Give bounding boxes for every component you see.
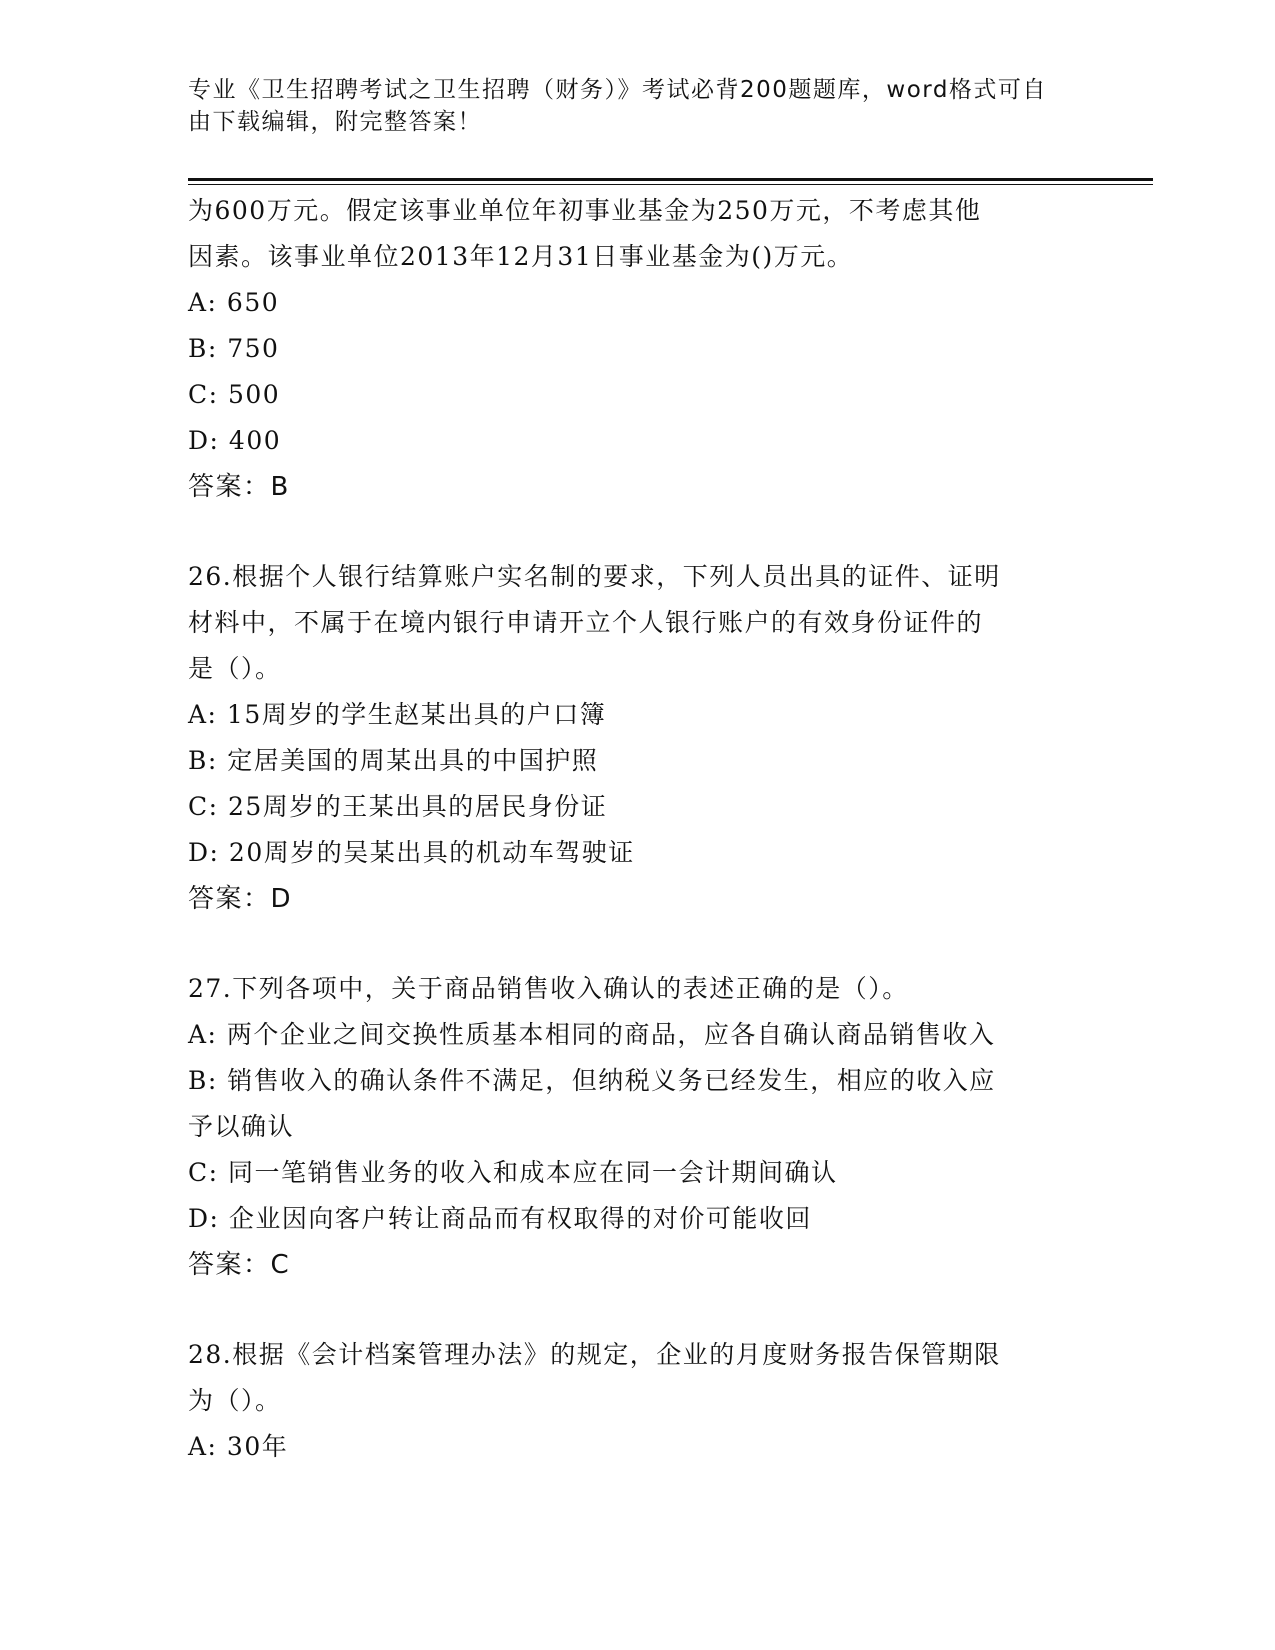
question-stem-line: 为（）。 [188, 1386, 282, 1415]
option-b: B: 750 [188, 334, 280, 363]
option-d: D: 400 [188, 426, 282, 455]
header-line: 由下载编辑，附完整答案！ [188, 109, 482, 135]
option-c: C: 25周岁的王某出具的居民身份证 [188, 792, 608, 821]
page-header [188, 74, 1068, 138]
question-stem-line: 材料中，不属于在境内银行申请开立个人银行账户的有效身份证件的 [188, 608, 984, 637]
question-stem-line: 因素。该事业单位2013年12月31日事业基金为()万元。 [188, 242, 854, 271]
question-stem-line: 是（）。 [188, 654, 282, 683]
option-c: C: 500 [188, 380, 281, 409]
question-26 [188, 554, 1088, 922]
option-d: D: 企业因向客户转让商品而有权取得的对价可能收回 [188, 1204, 812, 1233]
question-25-continued [188, 188, 1088, 510]
question-stem-line: 28.根据《会计档案管理办法》的规定，企业的月度财务报告保管期限 [188, 1340, 1001, 1369]
answer-label: 答案：C [188, 1250, 291, 1280]
answer-label: 答案：D [188, 884, 293, 914]
question-28 [188, 1332, 1088, 1470]
option-b: B: 定居美国的周某出具的中国护照 [188, 746, 599, 775]
option-c: C: 同一笔销售业务的收入和成本应在同一会计期间确认 [188, 1158, 838, 1187]
option-b: B: 销售收入的确认条件不满足，但纳税义务已经发生，相应的收入应 [188, 1066, 996, 1095]
option-a: A: 15周岁的学生赵某出具的户口簿 [188, 700, 607, 729]
question-stem-line: 为600万元。假定该事业单位年初事业基金为250万元，不考虑其他 [188, 196, 982, 225]
option-a: A: 650 [188, 288, 280, 317]
question-stem-line: 27.下列各项中，关于商品销售收入确认的表述正确的是（）。 [188, 974, 909, 1003]
spacer [188, 1288, 1088, 1332]
header-line: 专业《卫生招聘考试之卫生招聘（财务）》考试必背200题题库，word格式可自 [188, 77, 1047, 103]
answer-label: 答案：B [188, 472, 290, 502]
header-divider-thin [188, 184, 1153, 185]
question-27 [188, 966, 1088, 1288]
question-stem-line: 26.根据个人银行结算账户实名制的要求，下列人员出具的证件、证明 [188, 562, 1001, 591]
question-list [188, 188, 1088, 1470]
option-a: A: 两个企业之间交换性质基本相同的商品，应各自确认商品销售收入 [188, 1020, 996, 1049]
spacer [188, 510, 1088, 554]
option-d: D: 20周岁的吴某出具的机动车驾驶证 [188, 838, 635, 867]
spacer [188, 922, 1088, 966]
option-a: A: 30年 [188, 1432, 289, 1461]
header-divider-thick [188, 178, 1153, 181]
option-b-continued: 予以确认 [188, 1112, 295, 1141]
